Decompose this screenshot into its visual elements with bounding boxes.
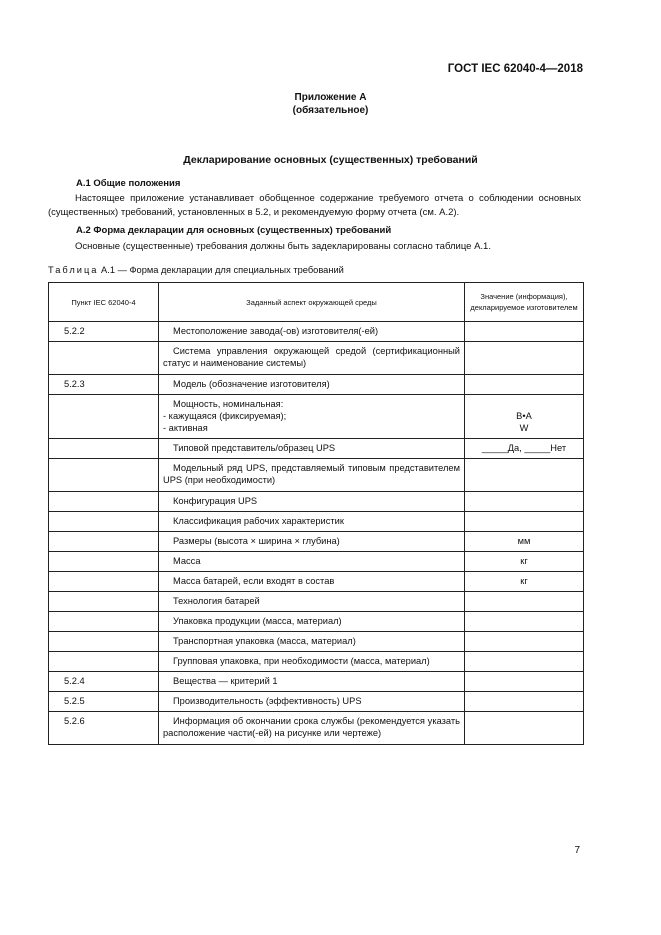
- clause-cell: [49, 632, 159, 652]
- aspect-cell: Система управления окружающей средой (сертификационный статус и наименование системы): [163, 346, 460, 368]
- a1-heading: А.1 Общие положения: [76, 178, 181, 189]
- aspect-cell: Модель (обозначение изготовителя): [173, 379, 330, 389]
- value-cell: [465, 672, 584, 692]
- clause-cell: [49, 492, 159, 512]
- aspect-cell: Типовой представитель/образец UPS: [173, 443, 336, 453]
- value-cell: [465, 712, 584, 745]
- clause-cell: [49, 342, 159, 375]
- value-active: W: [519, 423, 529, 433]
- value-cell: [465, 592, 584, 612]
- clause-cell: 5.2.5: [49, 692, 159, 712]
- aspect-cell: Масса: [173, 556, 201, 566]
- clause-cell: 5.2.6: [49, 712, 159, 745]
- aspect-cell: Классификация рабочих характеристик: [173, 516, 344, 526]
- value-cell: [465, 342, 584, 375]
- value-cell: кг: [465, 552, 584, 572]
- table-caption-label: Таблица: [48, 265, 99, 275]
- clause-cell: [49, 459, 159, 492]
- value-cell: кг: [465, 572, 584, 592]
- value-cell: [465, 612, 584, 632]
- aspect-line-active: - активная: [163, 423, 208, 433]
- aspect-cell: Местоположение завода(-ов) изготовителя(-ей): [173, 326, 379, 336]
- aspect-cell: Вещества — критерий 1: [173, 676, 278, 686]
- value-cell: _____Да, _____Нет: [465, 439, 584, 459]
- table-caption-text: А.1 — Форма декларации для специальных требований: [98, 265, 344, 275]
- value-cell: [465, 632, 584, 652]
- value-cell: [465, 492, 584, 512]
- a1-text: Настоящее приложение устанавливает обобщенное содержание требуемого отчета о соблюдении основных (существенных) требований, установленных в 5.2, и рекомендуемую форму отчета (см. А.2).: [48, 193, 581, 218]
- header-aspect: Заданный аспект окружающей среды: [159, 283, 465, 322]
- value-cell: [465, 652, 584, 672]
- clause-cell: 5.2.2: [49, 322, 159, 342]
- clause-cell: [49, 395, 159, 439]
- aspect-cell: Информация об окончании срока службы (рекомендуется указать расположение части(-ей) на рисунке или чертеже): [163, 716, 460, 738]
- annex-subtitle: (обязательное): [292, 105, 369, 116]
- header-value: Значение (информация), декларируемое изготовителем: [465, 283, 584, 322]
- aspect-line-apparent: - кажущаяся (фиксируемая);: [163, 411, 287, 421]
- value-cell: [465, 512, 584, 532]
- aspect-cell: Размеры (высота × ширина × глубина): [173, 536, 340, 546]
- declaration-table: [48, 282, 584, 745]
- clause-cell: [49, 532, 159, 552]
- clause-cell: 5.2.4: [49, 672, 159, 692]
- value-cell: мм: [465, 532, 584, 552]
- clause-cell: [49, 652, 159, 672]
- aspect-cell: Производительность (эффективность) UPS: [173, 696, 362, 706]
- value-apparent: В•А: [516, 411, 532, 421]
- header-clause: Пункт IEC 62040-4: [49, 283, 159, 322]
- page-number: 7: [574, 845, 580, 856]
- annex-title: Приложение А: [294, 92, 367, 103]
- aspect-cell: Масса батарей, если входят в состав: [173, 576, 335, 586]
- aspect-cell: Технология батарей: [173, 596, 260, 606]
- value-cell: [469, 398, 579, 410]
- aspect-cell: Транспортная упаковка (масса, материал): [173, 636, 356, 646]
- aspect-cell: Модельный ряд UPS, представляемый типовым представителем UPS (при необходимости): [163, 463, 460, 485]
- clause-cell: [49, 612, 159, 632]
- aspect-cell: Конфигурация UPS: [173, 496, 258, 506]
- a2-text: Основные (существенные) требования должны быть задекларированы согласно таблице А.1.: [75, 241, 491, 252]
- value-cell: [465, 375, 584, 395]
- value-cell: [465, 692, 584, 712]
- clause-cell: 5.2.3: [49, 375, 159, 395]
- clause-cell: [49, 592, 159, 612]
- section-title: Декларирование основных (существенных) требований: [183, 154, 478, 166]
- clause-cell: [49, 512, 159, 532]
- standard-designation: ГОСТ IEC 62040-4—2018: [447, 63, 583, 75]
- a2-heading: А.2 Форма декларации для основных (существенных) требований: [76, 225, 392, 236]
- aspect-cell: Упаковка продукции (масса, материал): [173, 616, 342, 626]
- clause-cell: [49, 552, 159, 572]
- table-caption: [48, 265, 344, 275]
- aspect-cell: Мощность, номинальная:: [173, 399, 284, 409]
- clause-cell: [49, 439, 159, 459]
- clause-cell: [49, 572, 159, 592]
- value-cell: [465, 322, 584, 342]
- aspect-cell: Групповая упаковка, при необходимости (масса, материал): [173, 656, 430, 666]
- value-cell: [465, 459, 584, 492]
